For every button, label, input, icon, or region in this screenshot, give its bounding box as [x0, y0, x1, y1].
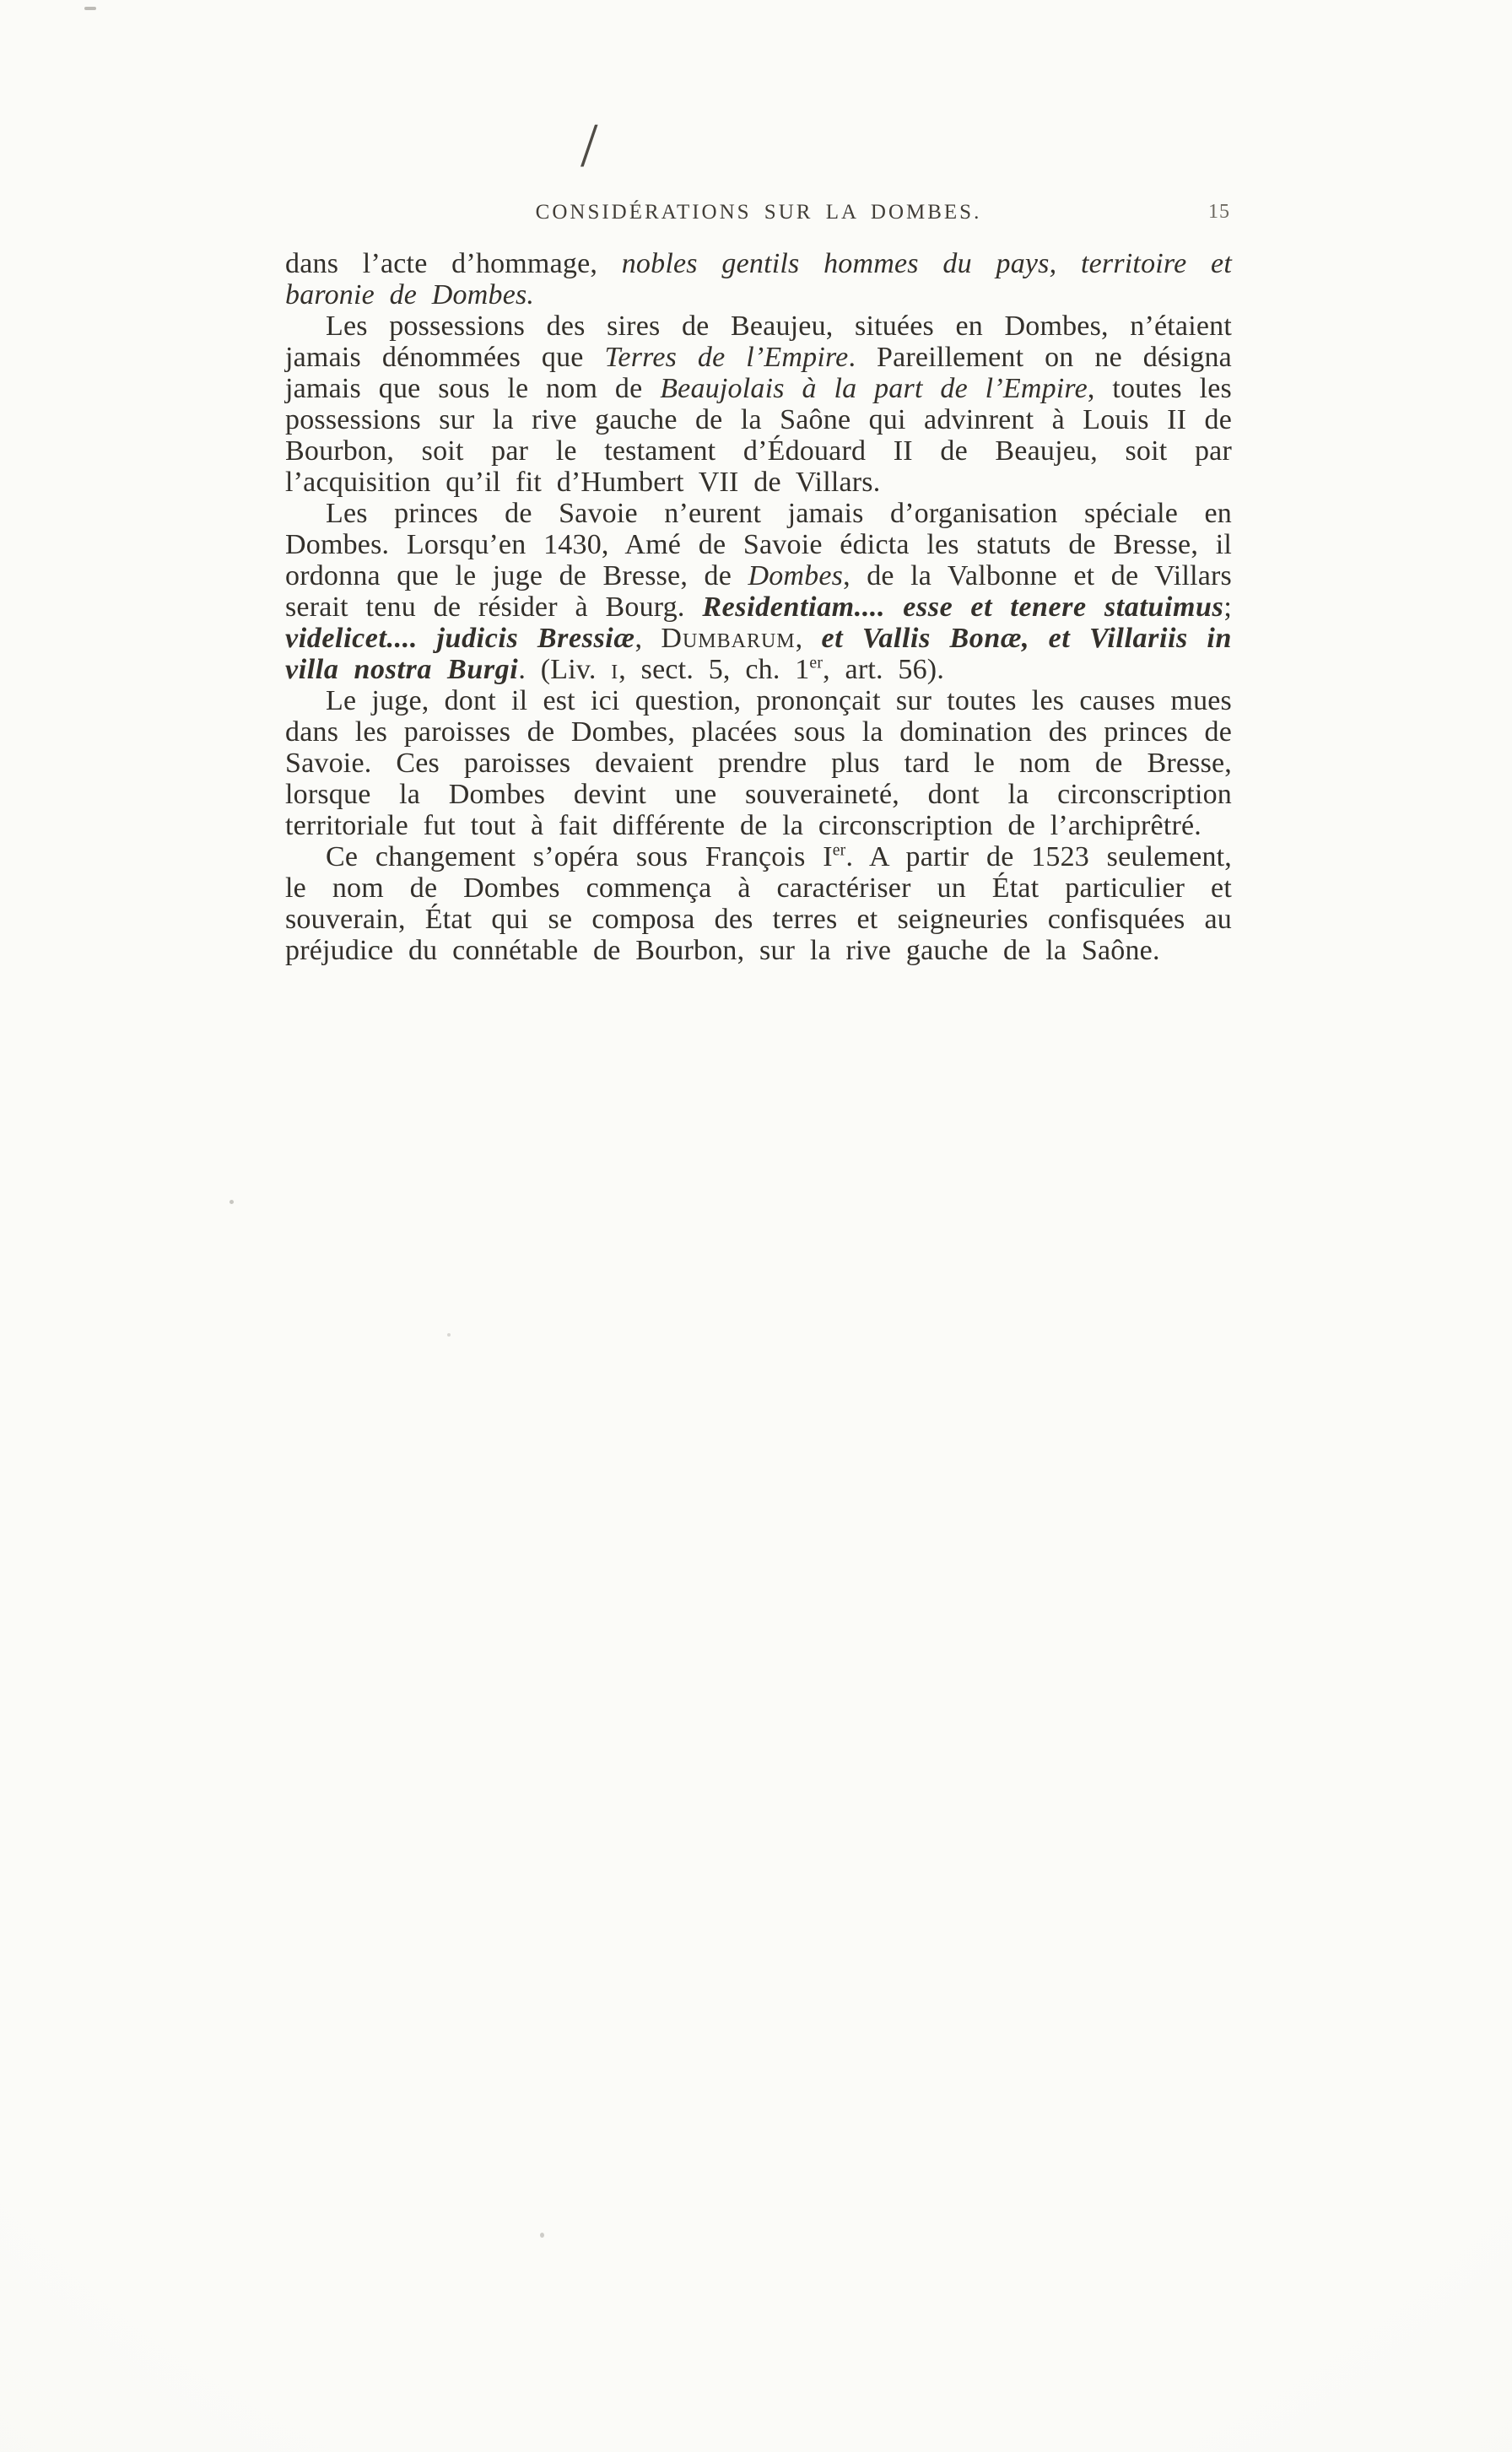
stray-ink-mark: / — [580, 111, 598, 181]
text-segment: er — [832, 840, 846, 860]
scan-speck — [84, 7, 96, 10]
paragraph — [285, 841, 1232, 966]
text-block — [285, 248, 1232, 966]
text-segment: . (Liv. — [518, 654, 612, 685]
paragraph — [285, 498, 1232, 685]
running-header-title: CONSIDÉRATIONS SUR LA DOMBES. — [535, 201, 982, 224]
paragraph — [285, 685, 1232, 841]
paragraph — [285, 248, 1232, 311]
text-segment: Dombes — [748, 560, 844, 591]
text-segment: Dumbarum — [661, 623, 796, 654]
text-segment: Les princes de Savoie n’eurent jamais d’organisation spéciale en Dombes. Lorsqu’en 1430, Amé de Savoie édicta les statuts de Bresse, il ordonna que le juge de Bresse, de — [285, 498, 1232, 591]
text-segment: Ce changement s’opéra sous François I — [326, 841, 833, 872]
running-header — [285, 201, 1232, 235]
scan-speck — [540, 2233, 544, 2238]
text-segment: Le juge, dont il est ici question, prononçait sur toutes les causes mues dans les paroisses de Dombes, placées sous la domination des princes de Savoie. Ces paroisses devaient prendre plus tard le nom de Bresse, lorsque la Dombes devint une souveraineté, dont la circonscription territoriale fut tout à fait différente de la circonscription de l’archiprêtré. — [285, 685, 1232, 841]
paragraph — [285, 311, 1232, 498]
text-segment: , toutes les possessions sur la rive gauche de la Saône qui advinrent à Louis II de Bourbon, soit par le testament d’Édouard II de Beaujeu, soit par l’acquisition qu’il fit d’Humbert VII de Villars. — [285, 373, 1232, 498]
text-segment: , — [634, 623, 662, 654]
text-segment: Les possessions des sires de Beaujeu, situées en Dombes, n’étaient jamais dénommées que — [285, 311, 1232, 373]
text-segment: dans l’acte d’hommage, — [285, 248, 622, 279]
text-segment: , sect. 5, ch. 1 — [618, 654, 810, 685]
text-segment: nobles gentils hommes du pays, territoire et baronie de Dombes. — [285, 248, 1232, 311]
text-segment: , de la Valbonne et de Villars serait tenu de résider à Bourg. — [285, 560, 1232, 623]
text-segment: . Pareillement on ne désigna jamais que sous le nom de — [285, 342, 1232, 404]
text-segment: et Vallis Bonæ, et Villariis in villa nostra Burgi — [285, 623, 1232, 685]
text-segment: ; — [1223, 591, 1232, 623]
text-segment: Beaujolais à la part de l’Empire — [660, 373, 1088, 404]
text-segment: . A partir de 1523 seulement, le nom de Dombes commença à caractériser un État particulier et souverain, État qui se composa des terres et seigneuries confisquées au préjudice du connétable de Bourbon, sur la rive gauche de la Saône. — [285, 841, 1232, 966]
text-segment: , art. 56). — [823, 654, 945, 685]
text-segment: er — [809, 653, 824, 672]
page-number: 15 — [1208, 201, 1230, 223]
text-segment: videlicet.... judicis Bressiæ — [285, 623, 635, 654]
scan-speck — [447, 1333, 451, 1337]
text-segment: , — [795, 623, 822, 654]
text-segment: Residentiam.... esse et tenere statuimus — [702, 591, 1224, 623]
text-column — [285, 201, 1232, 966]
scan-speck — [230, 1200, 234, 1204]
text-segment: Terres de l’Empire — [604, 342, 849, 373]
text-segment: i — [611, 654, 619, 685]
